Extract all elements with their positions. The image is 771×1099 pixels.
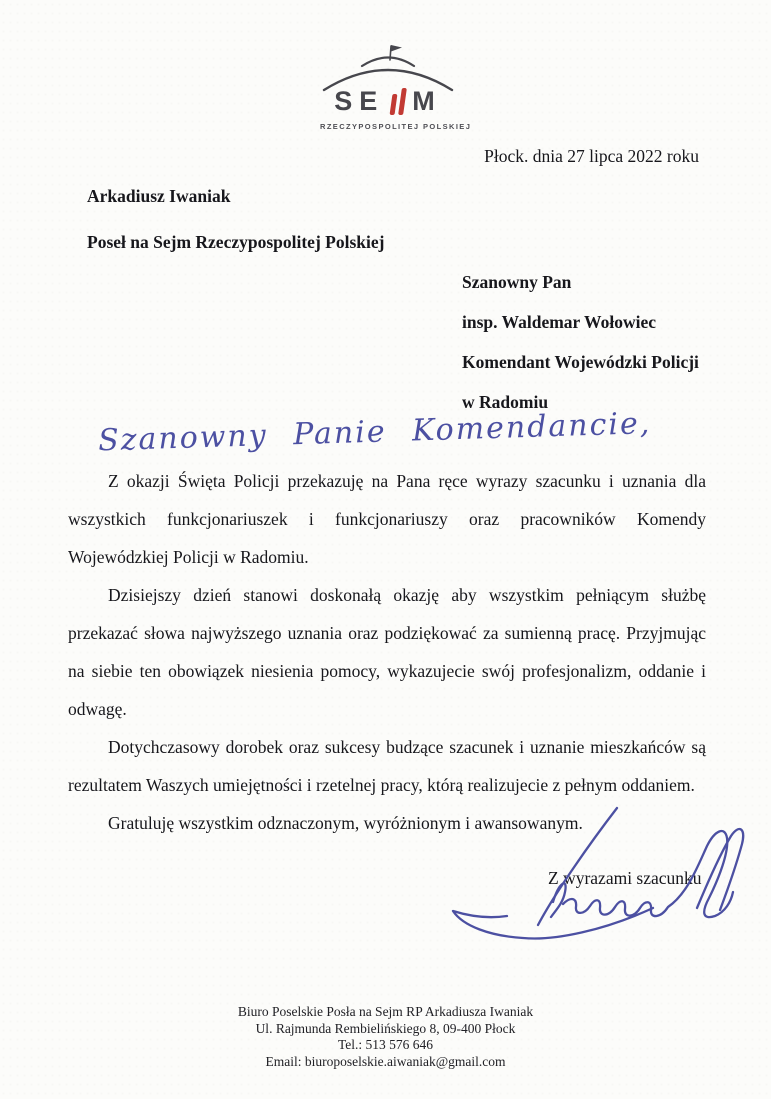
signature-scribble bbox=[435, 798, 765, 948]
footer-phone: Tel.: 513 576 646 bbox=[337, 1037, 434, 1052]
recipient-block bbox=[462, 262, 699, 422]
recipient-line-name: insp. Waldemar Wołowiec bbox=[462, 312, 656, 332]
date-line: Płock. dnia 27 lipca 2022 roku bbox=[484, 146, 699, 166]
logo-red-stripes-icon bbox=[391, 88, 405, 115]
logo-caption: RZECZYPOSPOLITEJ POLSKIEJ bbox=[320, 122, 472, 131]
recipient-line-position: Komendant Wojewódzki Policji bbox=[462, 352, 699, 372]
logo-wordmark bbox=[320, 88, 456, 115]
logo-text-se: SE bbox=[334, 86, 385, 116]
footer-block bbox=[0, 1004, 771, 1070]
recipient-line-city: w Radomiu bbox=[462, 392, 549, 412]
footer-email: Email: biuroposelskie.aiwaniak@gmail.com bbox=[265, 1053, 506, 1069]
sender-name: Arkadiusz Iwaniak bbox=[87, 186, 231, 206]
sejm-logo bbox=[320, 42, 472, 131]
footer-address: Ul. Rajmunda Rembielińskiego 8, 09-400 Płock bbox=[255, 1020, 516, 1036]
logo-text-m: M bbox=[412, 86, 442, 116]
body-paragraph-1: Z okazji Święta Policji przekazuję na Pana ręce wyrazy szacunku i uznania dla wszystkich funkcjonariuszek i funkcjonariuszy oraz pracowników Komendy Wojewódzkiej Policji w Radomiu. bbox=[68, 471, 706, 567]
sender-title: Poseł na Sejm Rzeczypospolitej Polskiej bbox=[87, 232, 385, 252]
flag-icon bbox=[391, 45, 402, 52]
closing-phrase: Z wyrazami szacunku bbox=[548, 868, 702, 888]
body-paragraph-2: Dzisiejszy dzień stanowi doskonałą okazję aby wszystkim pełniącym służbę przekazać słowa najwyższego uznania oraz podziękować za sumienną pracę. Przyjmując na siebie ten obowiązek niesienia pomocy, wykazujecie swój profesjonalizm, oddanie i odwagę. bbox=[68, 585, 706, 719]
letter-body bbox=[68, 462, 706, 842]
sender-block bbox=[87, 186, 384, 253]
body-paragraph-4: Gratuluję wszystkim odznaczonym, wyróżnionym i awansowanym. bbox=[108, 813, 583, 833]
body-paragraph-3: Dotychczasowy dorobek oraz sukcesy budzące szacunek i uznanie mieszkańców są rezultatem Waszych umiejętności i rzetelnej pracy, którą realizujecie z pełnym oddaniem. bbox=[68, 737, 706, 795]
recipient-line-salutation: Szanowny Pan bbox=[462, 272, 572, 292]
footer-office-name: Biuro Poselskie Posła na Sejm RP Arkadiusza Iwaniak bbox=[237, 1004, 534, 1019]
handwritten-salutation: Szanowny Panie Komendancie, bbox=[97, 406, 652, 459]
